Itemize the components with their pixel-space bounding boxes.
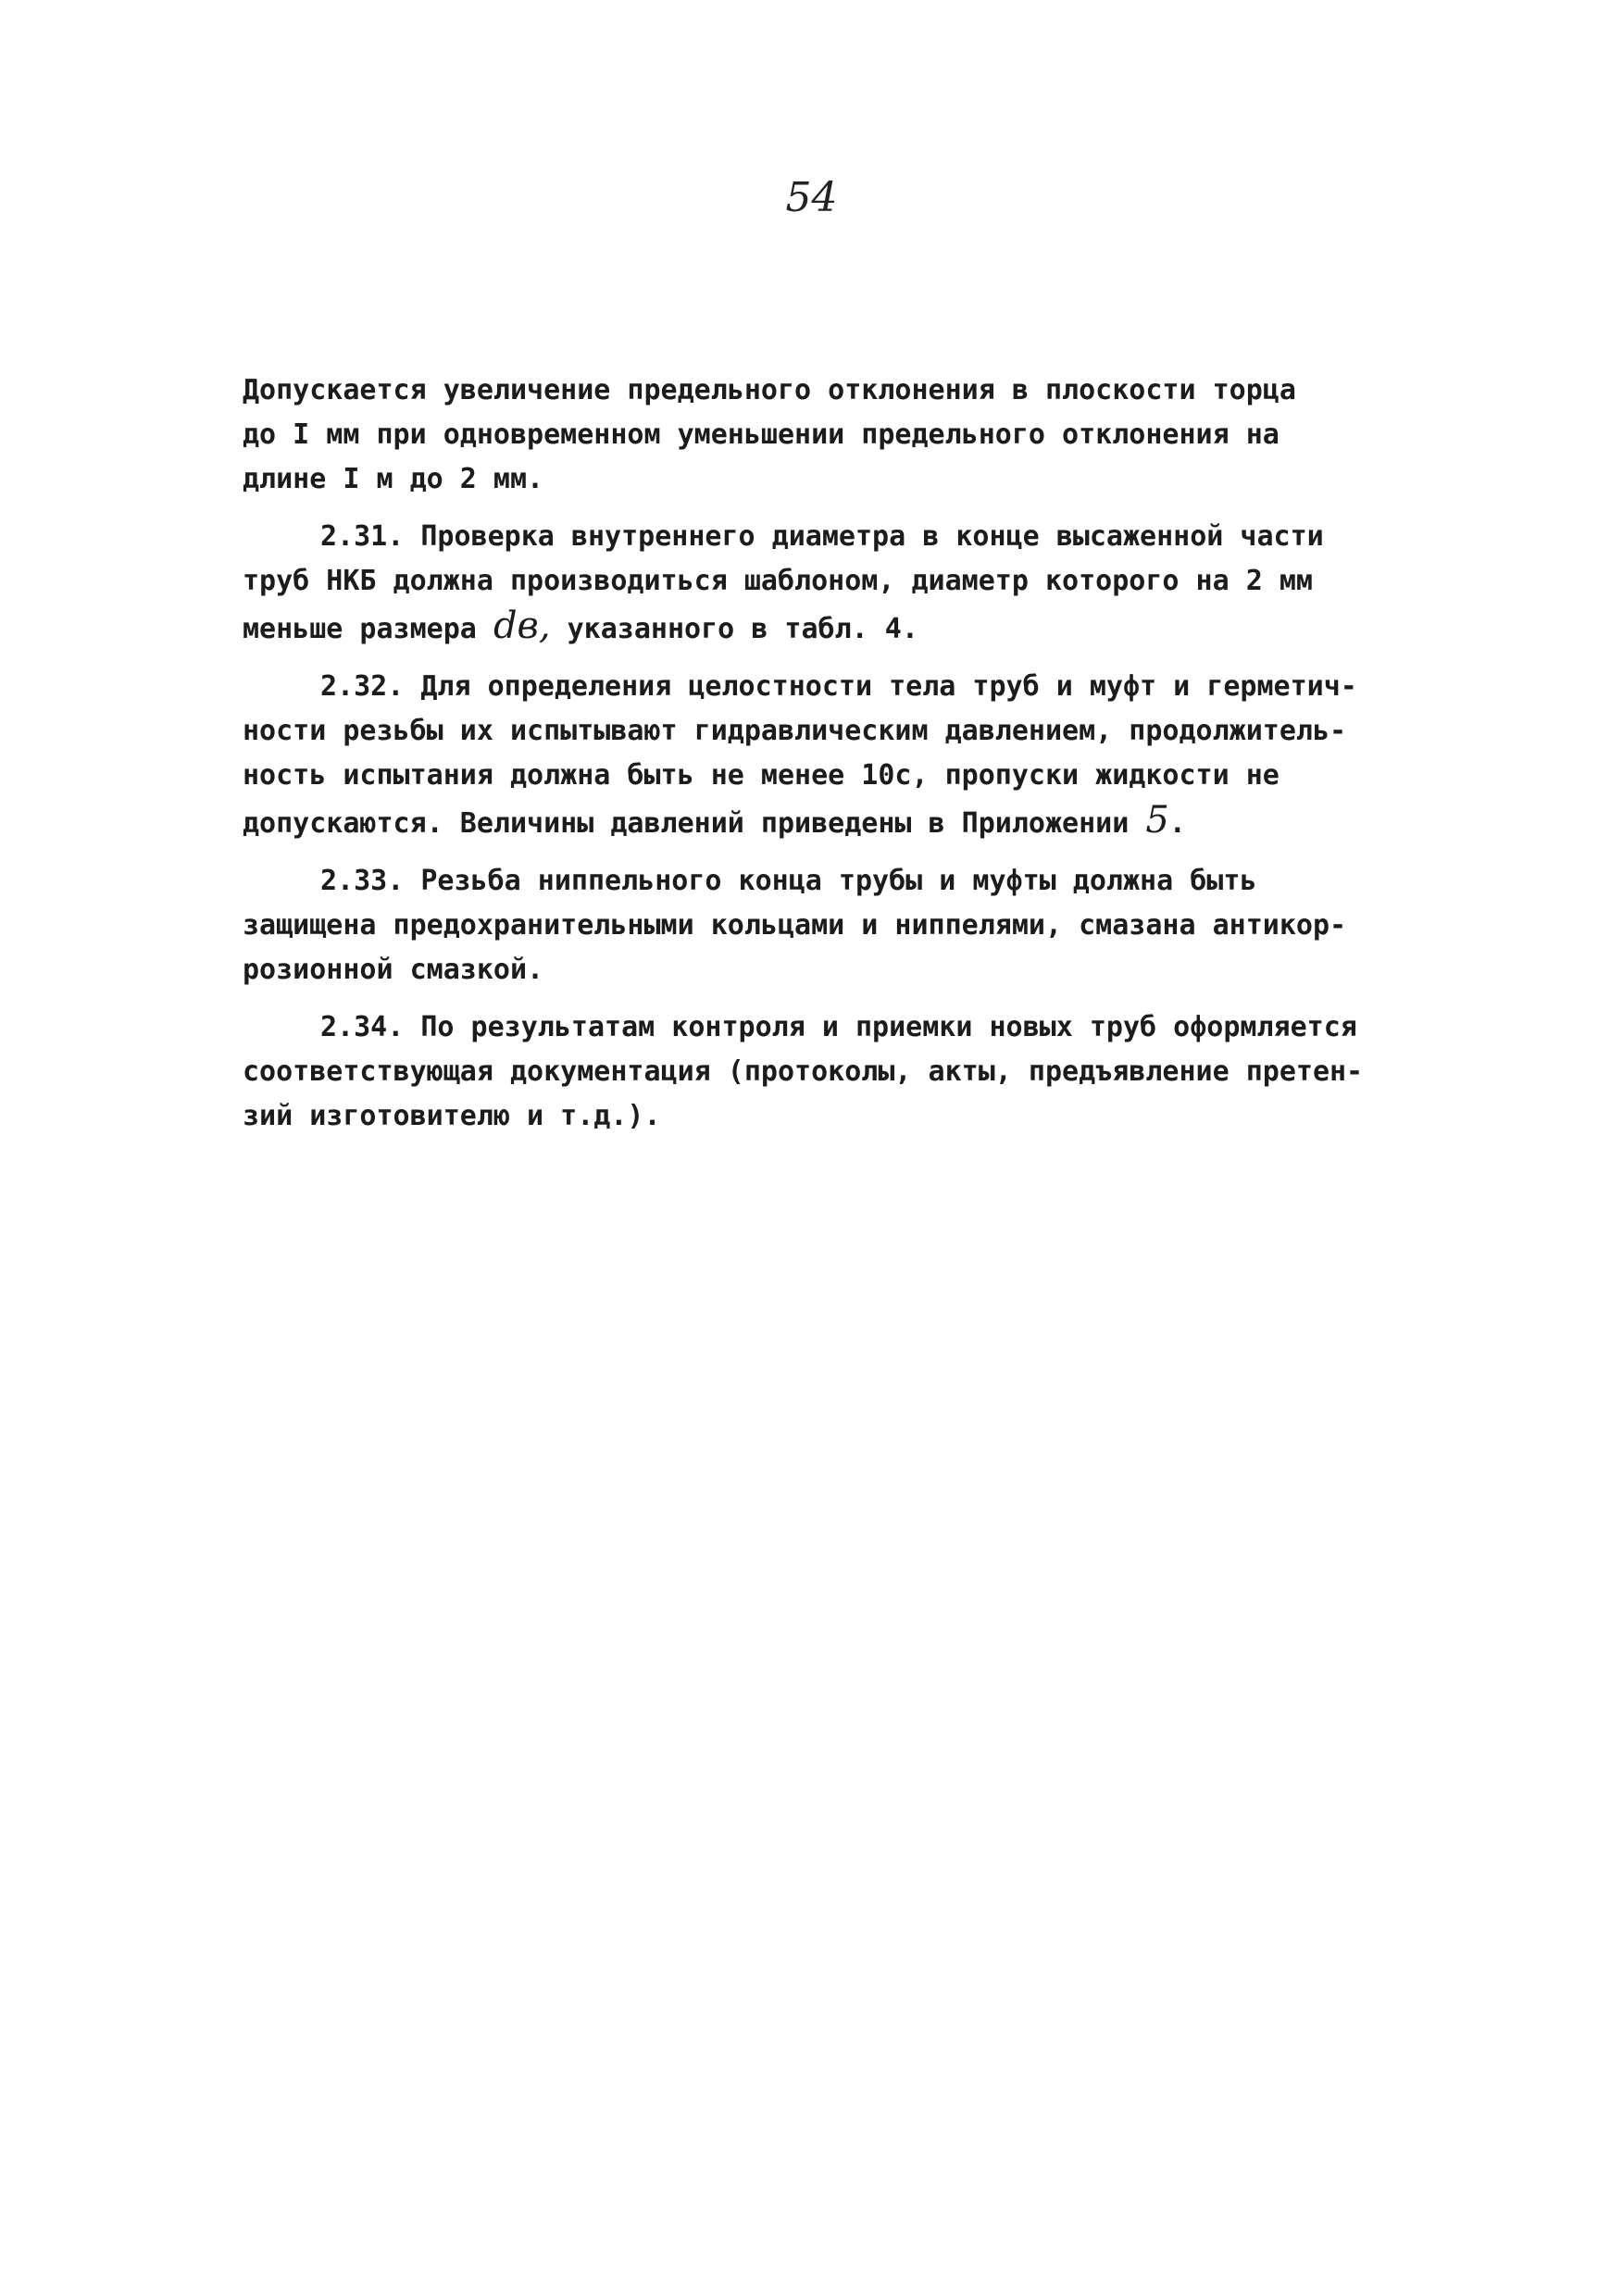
text-line (243, 798, 1446, 846)
text-line (243, 604, 1446, 652)
paragraph-tolerance (243, 368, 1446, 502)
paragraph-2-32 (243, 665, 1446, 846)
page-number: 54 (785, 174, 838, 221)
handwritten-symbol: dв, (493, 605, 551, 647)
text-line: 2.31. Проверка внутреннего диаметра в конце высаженной части (320, 520, 1324, 553)
text-line: 2.32. Для определения целостности тела труб и муфт и герметич- (320, 670, 1357, 703)
text-line: ности резьбы их испытывают гидравлическим давлением, продолжитель- (243, 715, 1347, 747)
text-fragment: указанного в табл. 4. (550, 613, 918, 645)
text-line: розионной смазкой. (243, 954, 544, 986)
text-line: Допускается увеличение предельного отклонения в плоскости торца (243, 374, 1296, 406)
text-line: соответствующая документация (протоколы, акты, предъявление претен- (243, 1055, 1364, 1088)
paragraph-2-33 (243, 859, 1446, 992)
text-line: защищена предохранительными кольцами и ниппелями, смазана антикор- (243, 909, 1347, 942)
handwritten-number: 5 (1145, 799, 1169, 842)
text-line: до I мм при одновременном уменьшении предельного отклонения на (243, 418, 1280, 451)
text-line: 2.33. Резьба ниппельного конца трубы и муфты должна быть (320, 865, 1257, 897)
text-line: 2.34. По результатам контроля и приемки новых труб оформляется (320, 1011, 1357, 1043)
text-fragment: меньше размера (243, 613, 477, 645)
text-line: ность испытания должна быть не менее 10с, пропуски жидкости не (243, 759, 1280, 792)
text-line: труб НКБ должна производиться шаблоном, диаметр которого на 2 мм (243, 565, 1313, 597)
text-fragment: . (1168, 807, 1186, 840)
paragraph-2-31 (243, 515, 1446, 652)
text-line: зий изготовителю и т.д.). (243, 1100, 661, 1132)
body-text (243, 368, 1446, 1152)
text-line: длине I м до 2 мм. (243, 463, 544, 495)
paragraph-2-34 (243, 1005, 1446, 1139)
text-fragment: допускаются. Величины давлений приведены в Приложении (243, 807, 1130, 840)
